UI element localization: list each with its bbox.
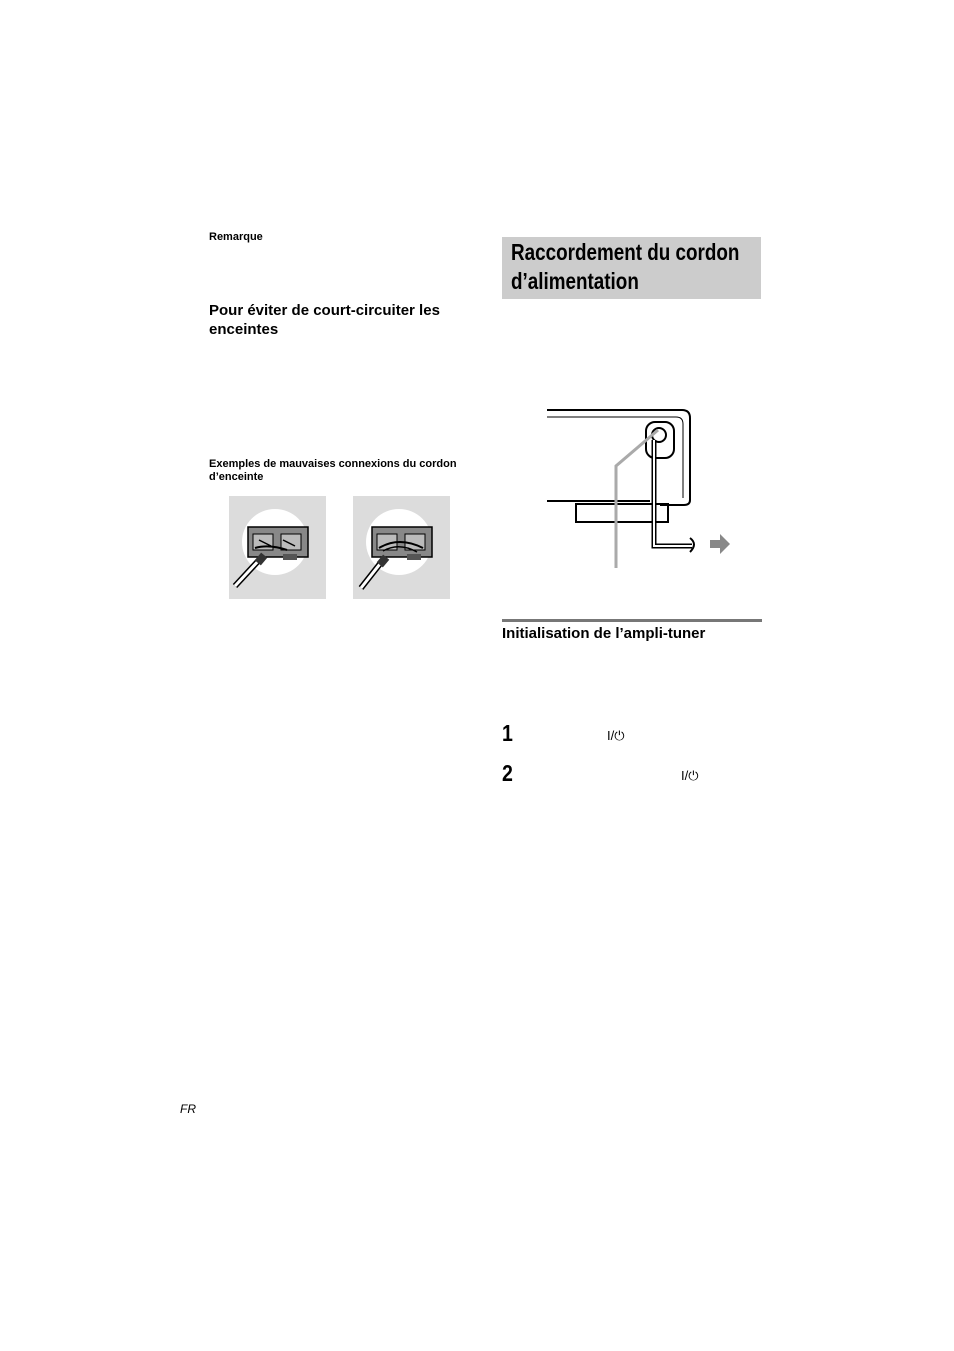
examples-caption: Exemples de mauvaises connexions du cordon d’enceinte xyxy=(209,458,457,483)
bad-connection-illustration-2 xyxy=(353,496,450,599)
section-title-box xyxy=(502,237,761,299)
section-title xyxy=(511,238,740,296)
power-button-icon: I/⏻ xyxy=(607,728,625,743)
section-title-line-1: Raccordement du cordon xyxy=(511,239,740,265)
subsection-title: Initialisation de l’ampli-tuner xyxy=(502,625,706,642)
step-2-number: 2 xyxy=(502,760,513,786)
note-label: Remarque xyxy=(209,231,263,243)
power-button-icon: I/⏻ xyxy=(681,768,699,783)
step-1-number: 1 xyxy=(502,720,513,746)
bad-connection-illustration-1 xyxy=(229,496,326,599)
section-rule xyxy=(502,619,762,622)
language-code: FR xyxy=(180,1102,196,1116)
subheading-short-circuit: Pour éviter de court-circuiter les enceintes xyxy=(209,302,440,338)
section-title-line-2: d’alimentation xyxy=(511,268,639,294)
power-cord-illustration xyxy=(540,400,740,580)
